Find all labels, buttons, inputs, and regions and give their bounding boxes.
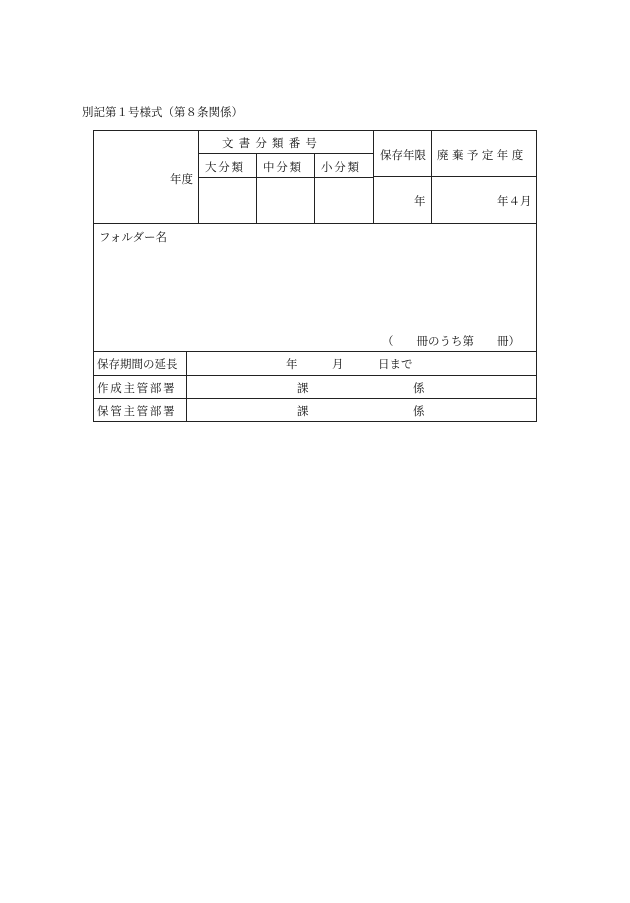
form-caption: 別記第１号様式（第８条関係） [82,105,243,119]
minor-category-label: 小分類 [321,160,361,174]
divider [93,375,537,376]
disposal-year-value: 年４月 [497,194,532,208]
divider [198,153,373,154]
disposal-year-label: 廃棄予定年度 [437,148,527,162]
divider [256,153,257,223]
divider [314,153,315,223]
keeper-section-unit: 課 [297,404,309,418]
form-border [93,130,537,422]
extension-label: 保存期間の延長 [97,357,178,371]
middle-category-label: 中分類 [263,160,303,174]
folder-name-label: フォルダー名 [99,230,167,244]
doc-number-label: 文書分類番号 [222,136,323,150]
keeper-subsection-unit: 係 [413,404,425,418]
major-category-label: 大分類 [205,160,245,174]
creator-section-unit: 課 [297,381,309,395]
retention-period-label: 保存年限 [380,148,426,162]
divider [431,130,432,223]
retention-unit: 年 [414,194,426,208]
divider [186,351,187,422]
volume-note: （ 冊のうち第 冊） [382,334,520,348]
divider [93,398,537,399]
divider [93,351,537,352]
extension-value: 年 月 日まで [286,357,413,371]
divider [373,130,374,223]
divider [373,176,537,177]
creator-dept-label: 作成主管部署 [97,381,177,395]
keeper-dept-label: 保管主管部署 [97,404,177,418]
divider [93,223,537,224]
fiscal-year-label: 年度 [170,172,193,186]
creator-subsection-unit: 係 [413,381,425,395]
folder-label-form [93,130,537,422]
divider [198,130,199,223]
divider [198,177,373,178]
